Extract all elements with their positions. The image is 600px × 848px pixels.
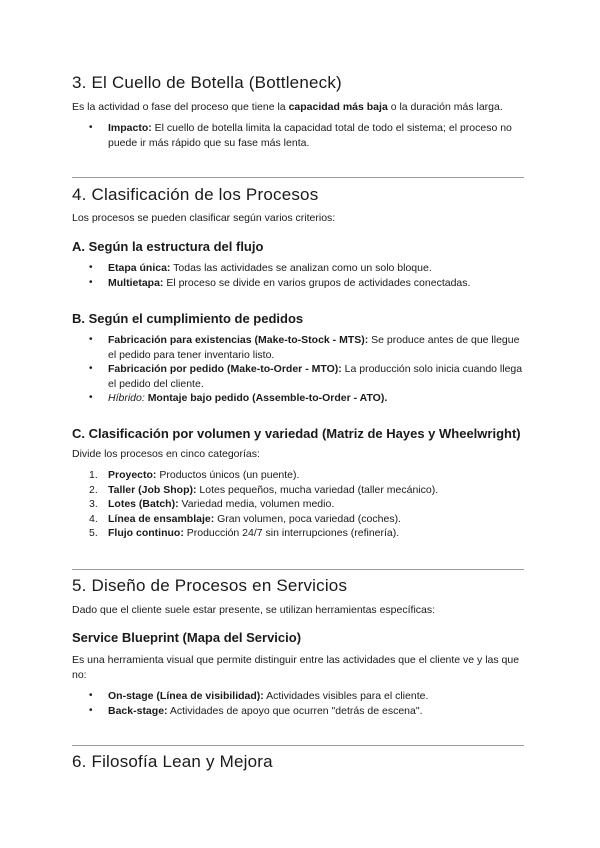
list-item: 1. Proyecto: Productos únicos (un puente). <box>89 469 300 481</box>
subsection-b-list <box>72 333 524 406</box>
section-5-heading: 5. Diseño de Procesos en Servicios <box>72 576 348 595</box>
section-6-heading: 6. Filosofía Lean y Mejora <box>72 752 273 771</box>
subsection-c-heading: C. Clasificación por volumen y variedad (Matriz de Hayes y Wheelwright) <box>72 426 521 441</box>
list-item: • Híbrido: Montaje bajo pedido (Assemble-to-Order - ATO). <box>72 391 524 406</box>
divider <box>72 569 524 570</box>
subsection-a-heading: A. Según la estructura del flujo <box>72 239 264 254</box>
subsection-c-intro: Divide los procesos en cinco categorías: <box>72 448 260 460</box>
list-item: 3. Lotes (Batch): Variedad media, volumen medio. <box>89 498 335 510</box>
section-3-list <box>72 121 524 150</box>
list-item: 5. Flujo continuo: Producción 24/7 sin interrupciones (refinería). <box>89 527 400 539</box>
list-item: • Etapa única: Todas las actividades se analizan como un solo bloque. <box>72 261 524 276</box>
subsection-b-heading: B. Según el cumplimiento de pedidos <box>72 311 304 326</box>
divider <box>72 177 524 178</box>
service-blueprint-intro: Es una herramienta visual que permite distinguir entre las actividades que el cliente ve y las que no: <box>72 654 520 681</box>
section-3-heading: 3. El Cuello de Botella (Bottleneck) <box>72 73 342 92</box>
list-item: • Multietapa: El proceso se divide en varios grupos de actividades conectadas. <box>72 276 524 291</box>
section-4-intro: Los procesos se pueden clasificar según varios criterios: <box>72 212 336 224</box>
service-blueprint-heading: Service Blueprint (Mapa del Servicio) <box>72 630 302 645</box>
list-item: • Back-stage: Actividades de apoyo que ocurren "detrás de escena". <box>72 704 524 719</box>
section-3-intro: Es la actividad o fase del proceso que tiene la capacidad más baja o la duración más larga. <box>72 101 503 113</box>
subsection-a-list <box>72 261 524 290</box>
list-item: 2. Taller (Job Shop): Lotes pequeños, mucha variedad (taller mecánico). <box>89 483 439 496</box>
subsection-c-list <box>72 468 524 541</box>
list-item: • On-stage (Línea de visibilidad): Actividades visibles para el cliente. <box>72 689 524 704</box>
divider <box>72 745 524 746</box>
list-item: • Fabricación por pedido (Make-to-Order - MTO): La producción solo inicia cuando llega el pedido del cliente. <box>72 362 524 391</box>
list-item: • Fabricación para existencias (Make-to-Stock - MTS): Se produce antes de que llegue el pedido para tener inventario listo. <box>72 333 524 362</box>
section-4-heading: 4. Clasificación de los Procesos <box>72 185 319 204</box>
list-item: 4. Línea de ensamblaje: Gran volumen, poca variedad (coches). <box>89 512 401 525</box>
list-item: • Impacto: El cuello de botella limita la capacidad total de todo el sistema; el proceso no puede ir más rápido que su fase más lenta. <box>72 121 524 150</box>
section-5-intro: Dado que el cliente suele estar presente, se utilizan herramientas específicas: <box>72 604 436 616</box>
section-5-list <box>72 689 524 718</box>
